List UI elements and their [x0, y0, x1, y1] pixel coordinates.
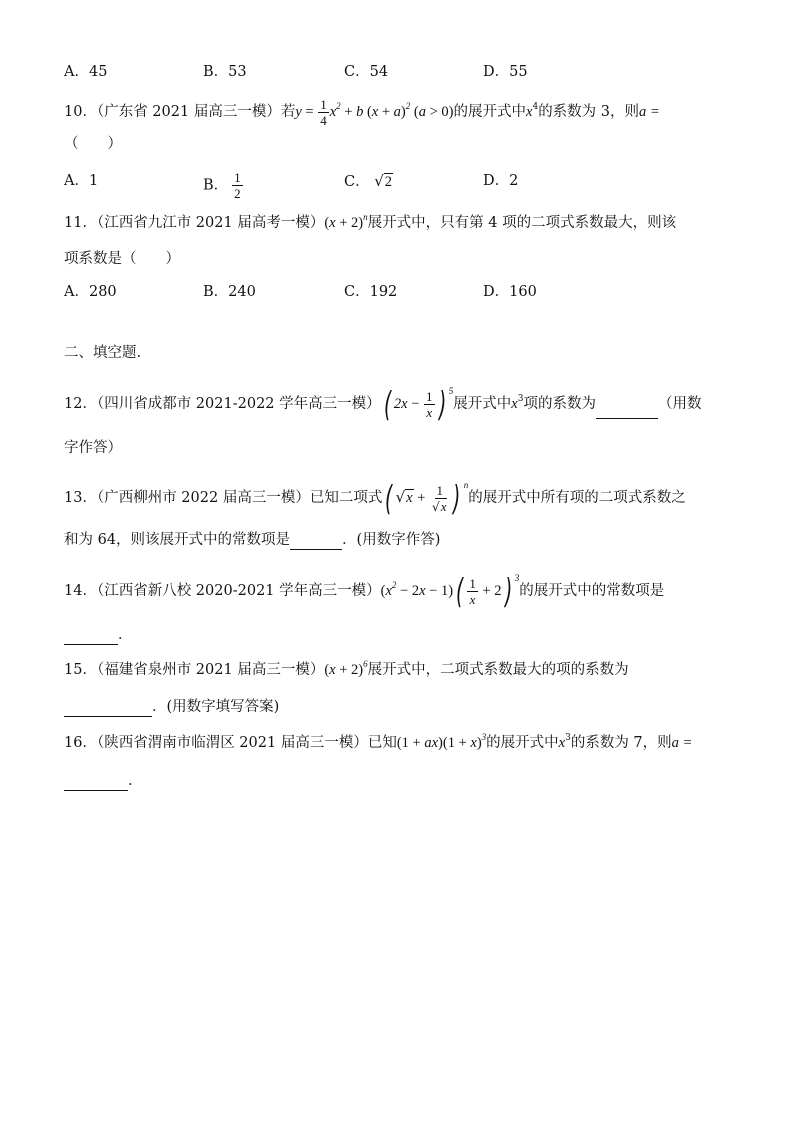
q14-answer-blank[interactable] — [64, 629, 118, 645]
q9-option-d[interactable]: D．55 — [483, 64, 528, 80]
q16-stem: 16．（陕西省渭南市临渭区 2021 届高三一模）已知$(1 + ax)(1 + x)^3$的展开式中$x^3$的系数为 7，则a = — [64, 732, 692, 751]
q10-option-b[interactable]: B． $\frac{1}{2}$ — [203, 170, 241, 201]
q11-options — [64, 282, 664, 302]
q10-source: （广东省 2021 届高三一模） — [96, 103, 281, 120]
q12-answer-blank[interactable] — [596, 403, 658, 419]
q16-source: （陕西省渭南市临渭区 2021 届高三一模） — [96, 735, 368, 751]
q13-number: 13． — [64, 489, 97, 506]
q11-option-a[interactable]: A．280 — [64, 284, 117, 300]
q10-option-d[interactable]: D．2 — [483, 173, 519, 189]
q10-option-c[interactable]: C． √2 — [344, 172, 393, 190]
q11-number: 11． — [64, 215, 97, 231]
q10-option-a[interactable]: A．1 — [64, 173, 99, 189]
q15-answer-blank[interactable] — [64, 701, 152, 717]
q13-formula: ( √x + $\frac{1}{√x}$ ) $^n$ — [385, 478, 469, 519]
q9-option-a[interactable]: A．45 — [64, 64, 108, 80]
q14-stem-line2: ． — [64, 625, 133, 645]
q15-stem: 15．（福建省泉州市 2021 届高三一模）$(x + 2)^6$展开式中，二项式系数最大的项的系数为 — [64, 659, 629, 678]
q11-option-d[interactable]: D．160 — [483, 284, 537, 300]
section-title: 二、填空题. — [64, 345, 142, 361]
q11-stem: 11．（江西省九江市 2021 届高考一模）$(x + 2)^n$展开式中，只有第 4 项的二项式系数最大，则该 — [64, 212, 677, 231]
q10-stem: 10．（广东省 2021 届高三一模）若y = $\frac{1}{4}$ $x^2 + b$ $(x + a)^2$ (a > 0)的展开式中$x^4$的系数为 3，则a = — [64, 97, 660, 128]
q9-option-c[interactable]: C．54 — [344, 64, 389, 80]
q11-source: （江西省九江市 2021 届高考一模） — [96, 215, 325, 231]
q10-formula: y = $\frac{1}{4}$ $x^2 + b$ $(x + a)^2$ (a > 0) — [295, 97, 454, 128]
q15-stem-line2: ．(用数字填写答案) — [64, 697, 279, 717]
q12-formula: ( 2x − $\frac{1}{x}$ ) $^5$ — [383, 384, 454, 425]
q15-number: 15． — [64, 662, 97, 678]
q16-answer-blank[interactable] — [64, 775, 128, 791]
q14-stem: 14．（江西省新八校 2020-2021 学年高三一模）$(x^2 - 2x - 1)$( $\frac{1}{x}$ + 2) $^3$的展开式中的常数项是 — [64, 571, 665, 612]
q12-number: 12． — [64, 395, 97, 412]
q16-stem-line2: ． — [64, 771, 143, 791]
q14-number: 14． — [64, 582, 97, 599]
q10-number: 10． — [64, 103, 97, 120]
q11-stem-line2: 项系数是（ ） — [64, 251, 180, 267]
q12-source: （四川省成都市 2021-2022 学年高三一模） — [96, 395, 381, 412]
q14-formula: $(x^2 - 2x - 1)$( $\frac{1}{x}$ + 2) $^3$ — [380, 571, 520, 612]
q11-option-b[interactable]: B．240 — [203, 284, 256, 300]
q16-formula: $(1 + ax)(1 + x)^3$ — [396, 732, 487, 751]
q9-options — [64, 62, 664, 82]
q13-source: （广西柳州市 2022 届高三一模） — [96, 489, 310, 506]
q13-stem-line2: 和为 64，则该展开式中的常数项是 ．(用数字作答) — [64, 532, 441, 548]
q9-option-b[interactable]: B．53 — [203, 64, 247, 80]
q16-number: 16． — [64, 735, 97, 751]
q12-stem: 12．（四川省成都市 2021-2022 学年高三一模）( 2x − $\frac{1}{x}$ ) $^5$展开式中$x^3$项的系数为 （用数 — [64, 384, 702, 425]
q13-answer-blank[interactable] — [290, 534, 342, 550]
q15-formula: $(x + 2)^6$ — [324, 659, 368, 678]
q14-source: （江西省新八校 2020-2021 学年高三一模） — [96, 582, 381, 599]
q10-options — [64, 170, 664, 201]
q11-formula: $(x + 2)^n$ — [324, 212, 368, 231]
q13-stem: 13．（广西柳州市 2022 届高三一模）已知二项式( √x + $\frac{1}{√x}$ ) $^n$的展开式中所有项的二项式系数之 — [64, 478, 686, 519]
q12-stem-line2: 字作答） — [64, 440, 122, 456]
q11-option-c[interactable]: C．192 — [344, 284, 398, 300]
q15-source: （福建省泉州市 2021 届高三一模） — [96, 662, 325, 678]
q10-paren: （ ） — [64, 136, 122, 152]
